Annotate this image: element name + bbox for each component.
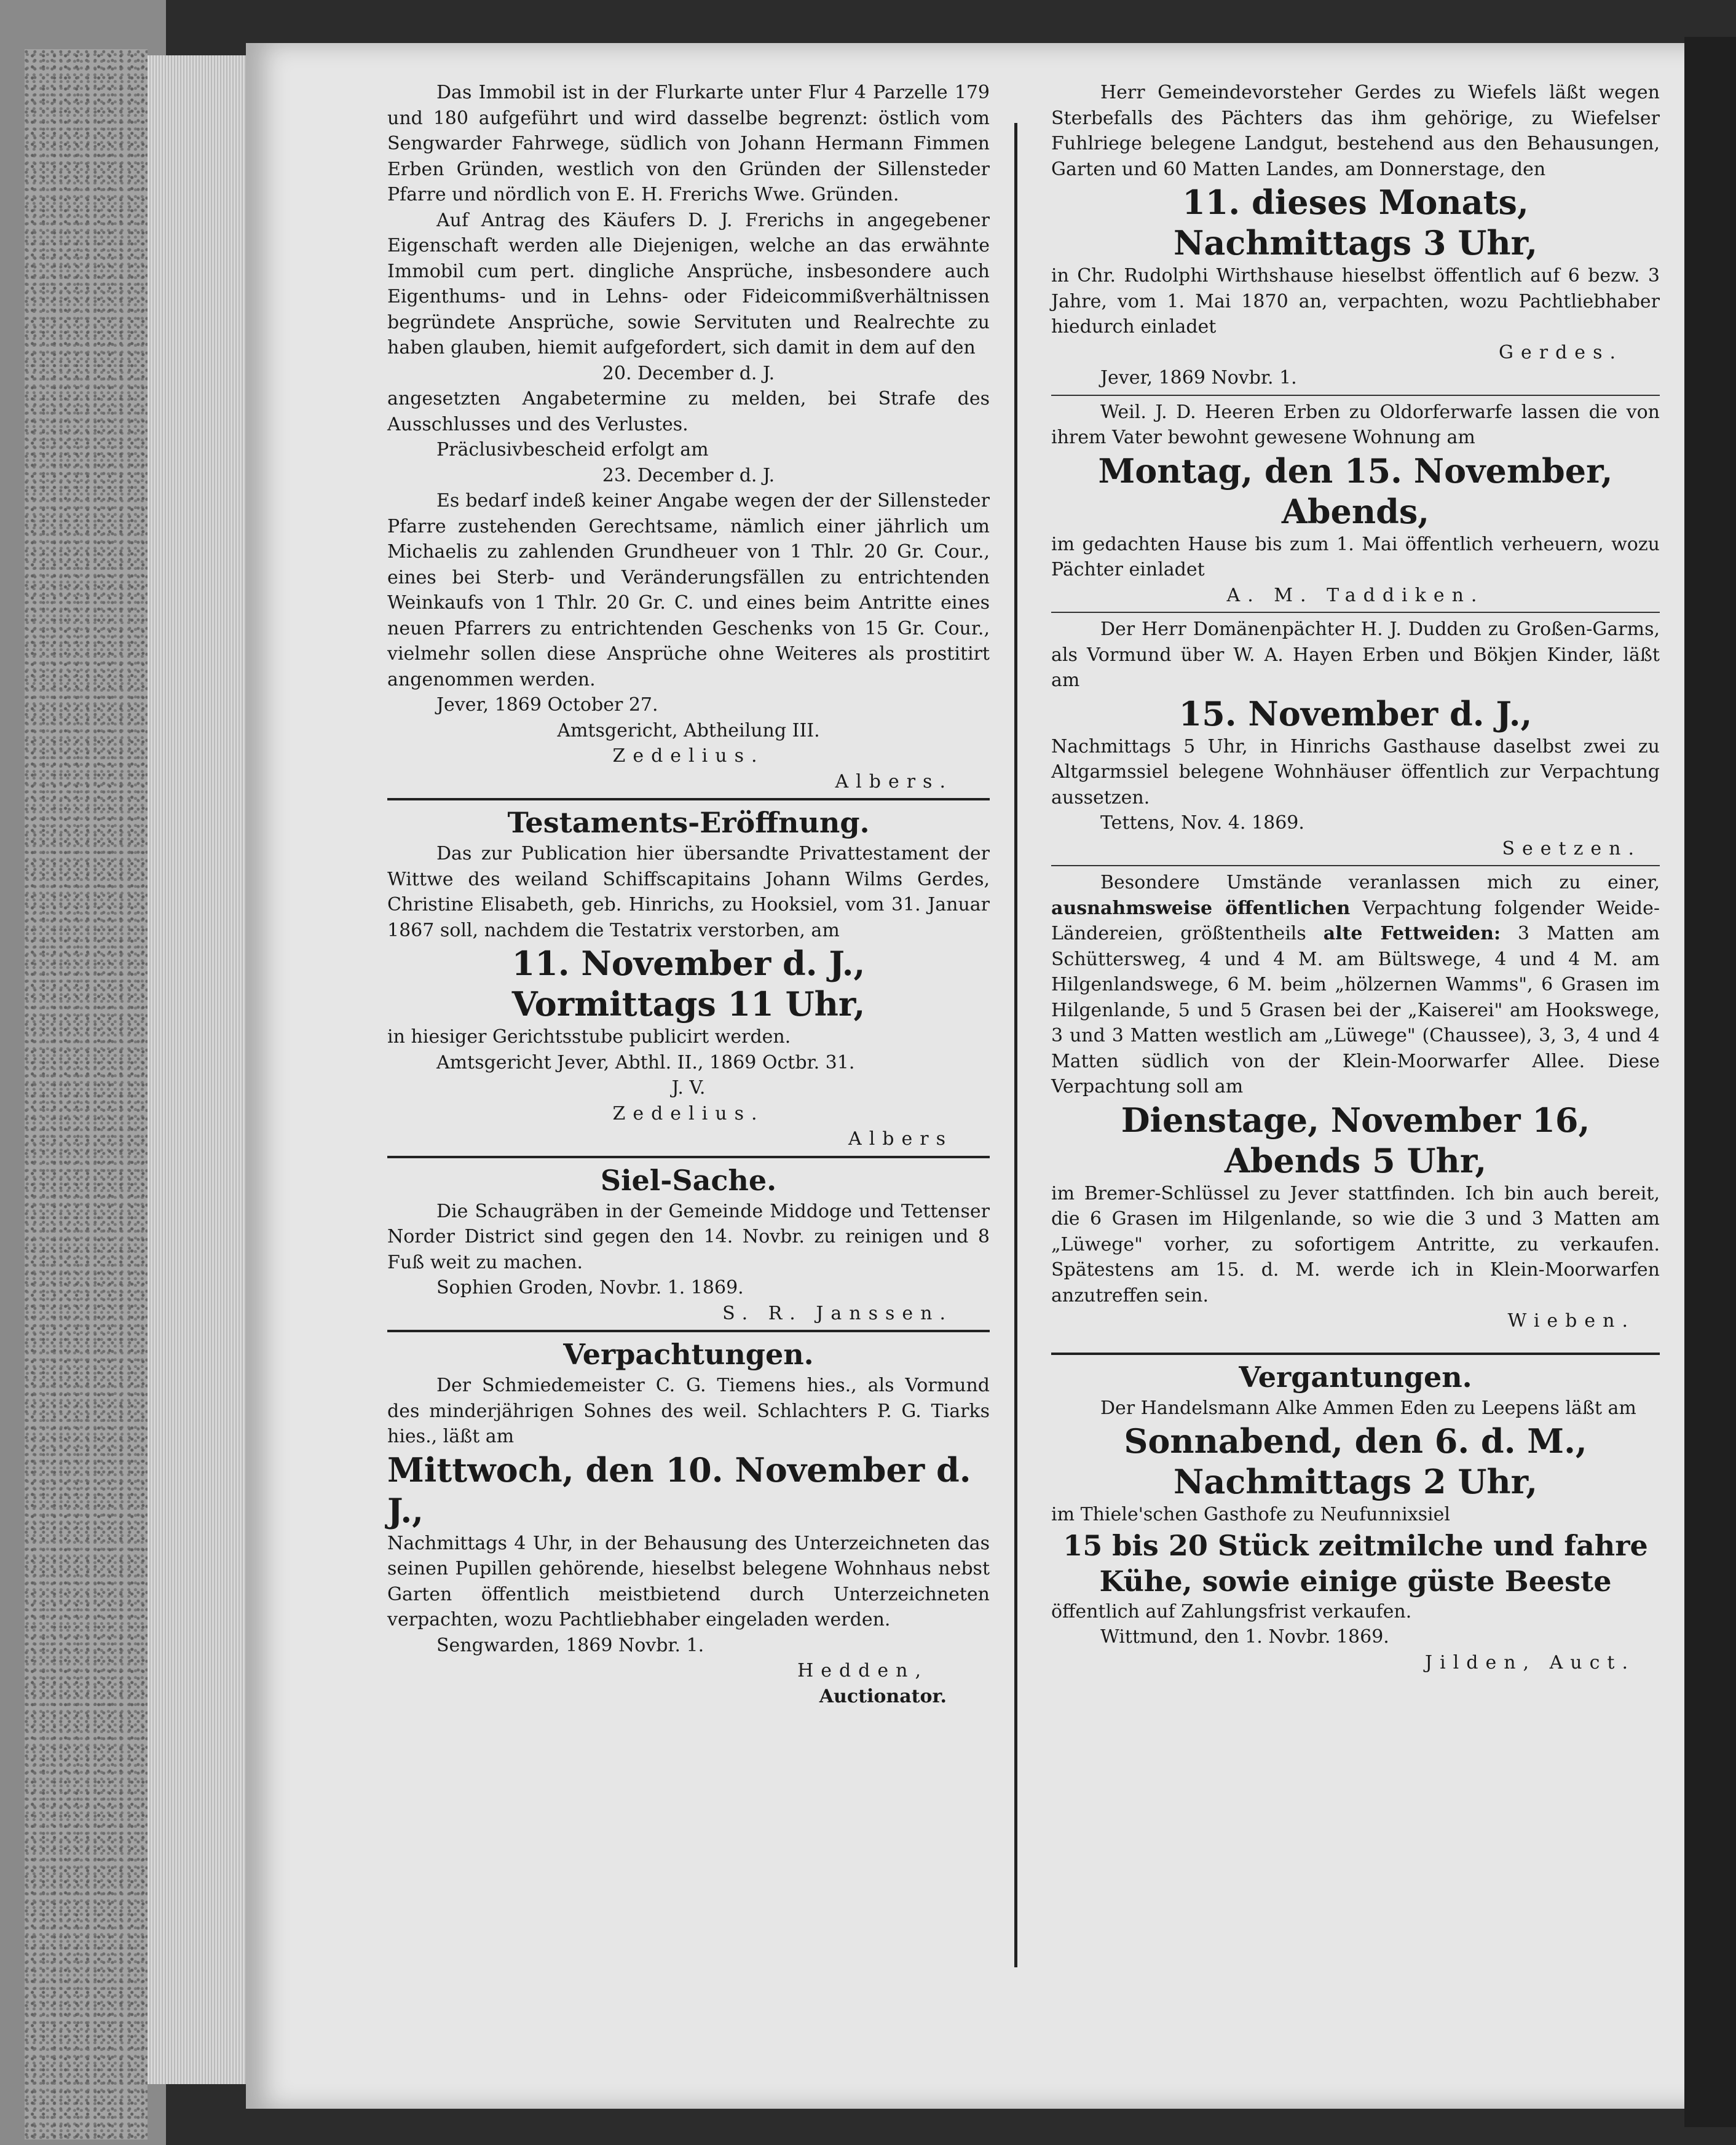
siel-place: Sophien Groden, Novbr. 1. 1869. (436, 1277, 744, 1298)
marbled-edge (25, 49, 148, 2139)
heeren-paragraph: Weil. J. D. Heeren Erben zu Oldorferwarfe lassen die von ihrem Vater bewohnt gewesene Wohnung am (1051, 401, 1660, 448)
section-rule (387, 1330, 990, 1332)
dudden-date: 15. November d. J., (1178, 693, 1533, 733)
verpachtungen-place: Sengwarden, 1869 Novbr. 1. (436, 1634, 704, 1656)
vergantungen-paragraph: Der Handelsmann Alke Ammen Eden zu Leepens läßt am (1100, 1397, 1636, 1419)
section-rule (1051, 1353, 1660, 1355)
gerdes-place: Jever, 1869 Novbr. 1. (1100, 367, 1297, 389)
section-rule (387, 1156, 990, 1158)
testament-signature-zedelius: Zedelius. (612, 1102, 765, 1124)
vergantungen-time: Nachmittags 2 Uhr, (1173, 1462, 1538, 1501)
right-gutter (1684, 37, 1736, 2127)
section-rule (1051, 865, 1660, 866)
verpachtungen-heading: Verpachtungen. (563, 1338, 814, 1371)
signature-zedelius: Zedelius. (612, 745, 765, 767)
antrag-paragraph: Auf Antrag des Käufers D. J. Frerichs in angegebener Eigenschaft werden alle Diejenigen, welche an das erwähnte Immobil cum pert. dingliche Ansprüche, insbesondere auch Eigenthums- und in Lehns- oder Fideicommißverhältnissen begründete Ansprüche, sowie Servituten und Realrechte zu haben glauben, hiemit aufgefordert, sich damit in dem auf den (387, 209, 990, 358)
gerdes-time: Nachmittags 3 Uhr, (1173, 223, 1538, 263)
wieben-bold-2: alte Fettweiden: (1323, 923, 1501, 944)
wieben-text-c: 3 Matten am Schüttersweg, 4 und 4 M. am Bültswege, 4 und 4 M. am Hilgenlandswege, 6 M. beim „hölzernen Wamms", 6 Grasen im Hilgenlande, 5 und 5 Grasen bei der „Kaiserei" am Hookswege, 3 und 3 Matten westlich am „Lüwege" (Chaussee), 3, 3, 4 und 4 Matten südlich von der Klein-Moorwarfer Allee. Diese Verpachtung soll am (1051, 923, 1660, 1097)
vergantungen-paragraph-2: im Thiele'schen Gasthofe zu Neufunnixsiel (1051, 1504, 1450, 1525)
heeren-time: Abends, (1281, 491, 1430, 531)
testament-heading: Testaments-Eröffnung. (507, 806, 870, 839)
testament-date: 11. November d. J., (511, 944, 866, 983)
wieben-text-b: Verpachtung folgender Weide-Ländereien, größtentheils (1051, 897, 1660, 944)
testament-time: Vormittags 11 Uhr, (511, 984, 866, 1024)
dudden-paragraph-2: Nachmittags 5 Uhr, in Hinrichs Gasthause daselbst zwei zu Altgarmssiel belegene Wohnhäuser öffentlich zur Verpachtung aussetzen. (1051, 735, 1660, 808)
page-edges (148, 55, 246, 2084)
vergantungen-heading: Vergantungen. (1239, 1360, 1472, 1394)
heeren-signature: A. M. Taddiken. (1226, 584, 1485, 606)
dudden-paragraph: Der Herr Domänenpächter H. J. Dudden zu Großen-Garms, als Vormund über W. A. Hayen Erben und Bökjen Kinder, läßt am (1051, 618, 1660, 691)
heeren-date: Montag, den 15. November, (1098, 451, 1613, 491)
heeren-paragraph-2: im gedachten Hause bis zum 1. Mai öffentlich verheuern, wozu Pächter einladet (1051, 533, 1660, 580)
testament-signature-albers: Albers (848, 1128, 953, 1150)
testament-place: in hiesiger Gerichtsstube publicirt werden. (387, 1026, 791, 1048)
right-column (1051, 80, 1660, 1675)
verpachtungen-role: Auctionator. (819, 1685, 947, 1707)
angabe-paragraph: angesetzten Angabetermine zu melden, bei Strafe des Ausschlusses und des Verlustes. (387, 388, 990, 435)
wieben-bold: ausnahmsweise öffentlichen (1051, 897, 1351, 919)
signature-albers: Albers. (835, 770, 953, 792)
date-praeclusiv: 23. December d. J. (602, 464, 775, 486)
date-angabe: 20. December d. J. (602, 362, 775, 384)
vergantungen-signature: Jilden, Auct. (1425, 1651, 1635, 1673)
wieben-time: Abends 5 Uhr, (1224, 1140, 1487, 1180)
dudden-signature: Seetzen. (1502, 837, 1641, 859)
wieben-date: Dienstage, November 16, (1121, 1100, 1590, 1140)
section-rule (1051, 395, 1660, 396)
dudden-place: Tettens, Nov. 4. 1869. (1100, 812, 1304, 834)
vergantungen-place: Wittmund, den 1. Novbr. 1869. (1100, 1626, 1389, 1648)
place-date: Jever, 1869 October 27. (436, 694, 658, 716)
immobil-paragraph: Das Immobil ist in der Flurkarte unter Flur 4 Parzelle 179 und 180 aufgeführt und wird dasselbe begrenzt: östlich vom Sengwarder Fahrwege, südlich von Johann Hermann Fimmen Erben Gründen, westlich von den Gründen der Sillensteder Pfarre und nördlich von E. H. Frerichs Wwe. Gründen. (387, 82, 990, 205)
verpachtungen-paragraph-2: Nachmittags 4 Uhr, in der Behausung des Unterzeichneten das seinen Pupillen gehörende, hieselbst belegene Wohnhaus nebst Garten öffentlich meistbietend durch Unterzeichneten verpachten, wozu Pachtliebhaber eingeladen werden. (387, 1532, 990, 1630)
gerdes-paragraph-2: in Chr. Rudolphi Wirthshause hieselbst öffentlich auf 6 bezw. 3 Jahre, vom 1. Mai 1870 an, verpachten, wozu Pachtliebhaber hiedurch einladet (1051, 265, 1660, 338)
verpachtungen-date: Mittwoch, den 10. November d. J., (387, 1450, 971, 1530)
vergantungen-bold-offer: 15 bis 20 Stück zeitmilche und fahre Kühe, sowie einige güste Beeste (1063, 1528, 1648, 1598)
testament-jv: J. V. (671, 1077, 706, 1099)
left-column (387, 80, 990, 1709)
wieben-text-a: Besondere Umstände veranlassen mich zu einer, (1100, 872, 1660, 893)
section-rule (1051, 612, 1660, 613)
gerdes-date: 11. dieses Monats, (1182, 183, 1529, 222)
column-divider (1014, 123, 1017, 1967)
bedarf-paragraph: Es bedarf indeß keiner Angabe wegen der der Sillensteder Pfarre zustehenden Gerechtsame, nämlich einer jährlich um Michaelis zu zahlenden Grundheuer von 1 Thlr. 20 Gr. Cour., eines bei Sterb- und Veränderungsfällen zu entrichtenden Weinkaufs von 1 Thlr. 20 Gr. C. und eines beim Antritte eines neuen Pfarrers zu entrichtenden Geschenks von 15 Gr. Cour., vielmehr sollen diese Ansprüche ohne Weiteres als prostitirt angenommen werden. (387, 490, 990, 690)
siel-heading: Siel-Sache. (600, 1163, 777, 1197)
siel-paragraph: Die Schaugräben in der Gemeinde Middoge und Tettenser Norder District sind gegen den 14. Novbr. zu reinigen und 8 Fuß weit zu machen. (387, 1200, 990, 1273)
section-rule (387, 798, 990, 800)
court-line: Amtsgericht, Abtheilung III. (557, 719, 820, 741)
vergantungen-date: Sonnabend, den 6. d. M., (1124, 1421, 1587, 1461)
siel-signature: S. R. Janssen. (722, 1302, 953, 1324)
testament-court: Amtsgericht Jever, Abthl. II., 1869 Octbr. 31. (436, 1051, 855, 1073)
gerdes-signature: Gerdes. (1499, 341, 1623, 363)
gerdes-paragraph: Herr Gemeindevorsteher Gerdes zu Wiefels läßt wegen Sterbefalls des Pächters das ihm gehörige, zu Wiefelser Fuhlriege belegene Landgut, bestehend aus den Behausungen, Garten und 60 Matten Landes, am Donnerstage, den (1051, 82, 1660, 180)
wieben-signature: Wieben. (1507, 1310, 1635, 1332)
praeclusiv-line: Präclusivbescheid erfolgt am (436, 439, 709, 460)
vergantungen-paragraph-3: öffentlich auf Zahlungsfrist verkaufen. (1051, 1600, 1412, 1622)
wieben-paragraph (1051, 870, 1660, 1100)
testament-paragraph: Das zur Publication hier übersandte Privattestament der Wittwe des weiland Schiffscapitains Johann Wilms Gerdes, Christine Elisabeth, geb. Hinrichs, zu Hooksiel, vom 31. Januar 1867 soll, nachdem die Testatrix verstorben, am (387, 843, 990, 941)
verpachtungen-signature: Hedden, (797, 1660, 928, 1681)
wieben-paragraph-2: im Bremer-Schlüssel zu Jever stattfinden. Ich bin auch bereit, die 6 Grasen im Hilgenlande, so wie die 3 und 3 Matten am „Lüwege" vorher, zu sofortigem Antritte, zu verkaufen. Spätestens am 15. d. M. werde ich in Klein-Moorwarfen anzutreffen sein. (1051, 1182, 1660, 1306)
verpachtungen-paragraph: Der Schmiedemeister C. G. Tiemens hies., als Vormund des minderjährigen Sohnes des weil. Schlachters P. G. Tiarks hies., läßt am (387, 1375, 990, 1447)
